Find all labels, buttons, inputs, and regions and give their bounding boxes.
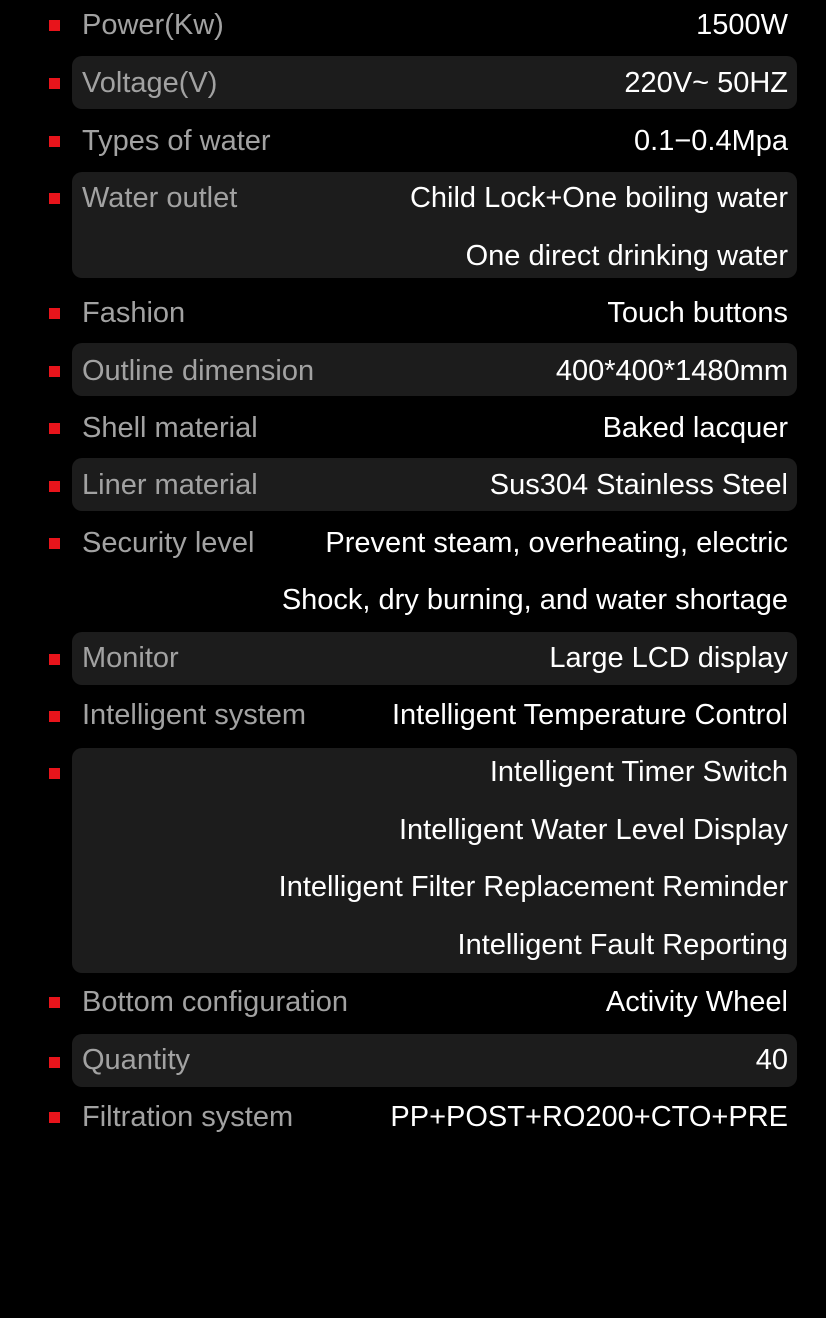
spec-value: One direct drinking water [465,240,788,272]
spec-value: Baked lacquer [602,412,788,444]
spec-value: Intelligent Timer Switch [489,756,788,788]
spec-value: PP+POST+RO200+CTO+PRE [390,1101,788,1133]
bullet-marker [49,997,60,1008]
bullet-marker [49,538,60,549]
spec-label: Monitor [82,642,179,674]
spec-value: Touch buttons [607,297,788,329]
spec-label: Outline dimension [82,355,315,387]
bullet-marker [49,1112,60,1123]
spec-label: Liner material [82,469,258,501]
spec-label: Bottom configuration [82,986,348,1018]
bullet-marker [49,423,60,434]
spec-value: Intelligent Water Level Display [399,814,788,846]
bullet-marker [49,20,60,31]
spec-label: Voltage(V) [82,67,218,99]
spec-value: 40 [755,1044,788,1076]
bullet-marker [49,193,60,204]
spec-label: Power(Kw) [82,9,224,41]
bullet-marker [49,768,60,779]
bullet-marker [49,78,60,89]
spec-value: 1500W [696,9,788,41]
spec-value: 0.1−0.4Mpa [634,125,788,157]
spec-value: 400*400*1480mm [555,355,788,387]
spec-value: Child Lock+One boiling water [409,182,788,214]
bullet-marker [49,481,60,492]
spec-value: Intelligent Fault Reporting [457,929,788,961]
spec-label: Intelligent system [82,699,307,731]
bullet-marker [49,711,60,722]
spec-label: Water outlet [82,182,238,214]
spec-value: 220V~ 50HZ [624,67,788,99]
bullet-marker [49,1057,60,1068]
spec-value: Prevent steam, overheating, electric [325,527,788,559]
spec-label: Fashion [82,297,186,329]
spec-label: Security level [82,527,255,559]
bullet-marker [49,654,60,665]
bullet-marker [49,136,60,147]
spec-label: Shell material [82,412,258,444]
spec-label: Quantity [82,1044,190,1076]
spec-label: Filtration system [82,1101,294,1133]
bullet-marker [49,366,60,377]
spec-label: Types of water [82,125,271,157]
spec-value: Large LCD display [549,642,788,674]
spec-value: Shock, dry burning, and water shortage [281,584,788,616]
spec-value: Activity Wheel [605,986,788,1018]
spec-value: Intelligent Filter Replacement Reminder [278,871,788,903]
spec-value: Intelligent Temperature Control [391,699,788,731]
spec-value: Sus304 Stainless Steel [489,469,788,501]
bullet-marker [49,308,60,319]
